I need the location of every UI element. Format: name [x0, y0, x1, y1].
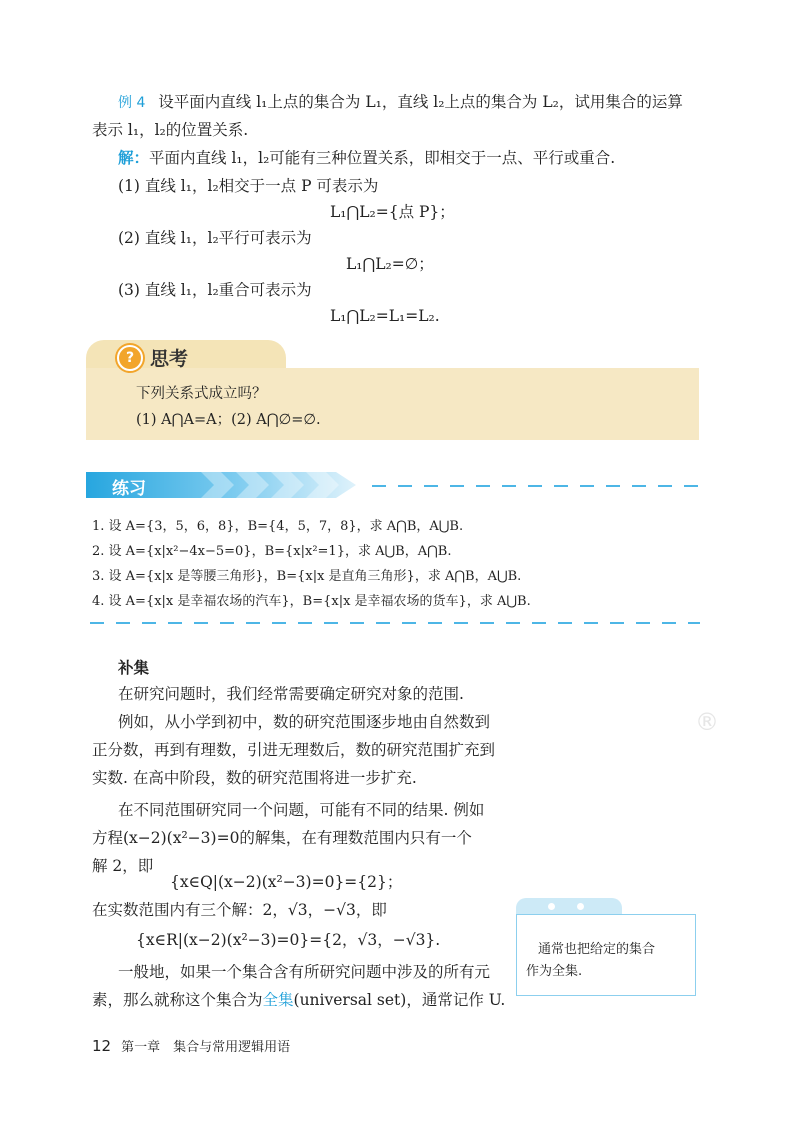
exercise-4: 4. 设 A={x|x 是幸福农场的汽车}，B={x|x 是幸福农场的货车}，求 A⋃B.: [92, 594, 531, 609]
think-line2: (1) A⋂A=A；(2) A⋂∅=∅.: [136, 412, 321, 428]
para2-line2: 正分数，再到有理数，引进无理数后，数的研究范围扩充到: [92, 741, 496, 759]
page-number: 12: [92, 1037, 112, 1055]
formula2: L₁⋂L₂=∅；: [346, 255, 434, 273]
formula1: L₁⋂L₂={点 P}；: [330, 203, 455, 221]
formula-rational: {x∈Q|(x−2)(x²−3)=0}={2}；: [170, 873, 403, 891]
solution-label: 解：: [118, 148, 150, 167]
example4-text1: 设平面内直线 l₁上点的集合为 L₁，直线 l₂上点的集合为 L₂，试用集合的运算: [158, 93, 683, 111]
note-dot-2: [577, 903, 584, 910]
example4-line1: [118, 92, 683, 113]
solution-intro-text: 平面内直线 l₁，l₂可能有三种位置关系，即相交于一点、平行或重合.: [149, 149, 616, 167]
note-line2: 作为全集.: [526, 964, 583, 979]
case2-text: (2) 直线 l₁，l₂平行可表示为: [118, 229, 312, 247]
formula3: L₁⋂L₂=L₁=L₂.: [330, 307, 440, 325]
para3-line2: 方程(x−2)(x²−3)=0的解集，在有理数范围内只有一个: [92, 829, 472, 847]
registered-mark: ®: [695, 708, 719, 736]
practice-dash-top: [372, 485, 700, 487]
practice-title: 练习: [112, 479, 146, 499]
question-icon: ?: [117, 345, 143, 371]
note-dot-1: [548, 903, 555, 910]
exercise-2: 2. 设 A={x|x²−4x−5=0}，B={x|x²=1}，求 A⋃B，A⋂B.: [92, 544, 452, 559]
solution-intro: [118, 148, 615, 168]
think-line1: 下列关系式成立吗？: [136, 386, 267, 402]
think-title: 思考: [150, 348, 189, 370]
section-heading: 补集: [118, 659, 150, 677]
para5-line1: 一般地，如果一个集合含有所研究问题中涉及的所有元: [118, 963, 491, 981]
practice-dash-bottom: [90, 622, 700, 624]
term-universal-set: 全集: [262, 991, 294, 1009]
formula-real: {x∈R|(x−2)(x²−3)=0}={2，√3，−√3}.: [136, 931, 441, 949]
case3-text: (3) 直线 l₁，l₂重合可表示为: [118, 281, 312, 299]
example-label: 例 4: [118, 95, 146, 111]
exercise-1: 1. 设 A={3，5，6，8}，B={4，5，7，8}，求 A⋂B，A⋃B.: [92, 519, 464, 534]
para5-line2: [92, 990, 505, 1010]
para5-pre: 素，那么就称这个集合为: [92, 991, 263, 1009]
page-footer: [92, 1036, 290, 1055]
para3-line1: 在不同范围研究同一个问题，可能有不同的结果. 例如: [118, 801, 485, 819]
para2-line1: 例如，从小学到初中，数的研究范围逐步地由自然数到: [118, 713, 491, 731]
chapter-title: 第一章 集合与常用逻辑用语: [121, 1040, 291, 1055]
para3-line3: 解 2，即: [92, 857, 154, 875]
para1: 在研究问题时，我们经常需要确定研究对象的范围.: [118, 685, 464, 703]
para2-line3: 实数. 在高中阶段，数的研究范围将进一步扩充.: [92, 769, 417, 787]
exercise-3: 3. 设 A={x|x 是等腰三角形}，B={x|x 是直角三角形}，求 A⋂B，A⋃B.: [92, 569, 522, 584]
case1-text: (1) 直线 l₁，l₂相交于一点 P 可表示为: [118, 177, 379, 195]
para5-post: (universal set)，通常记作 U.: [293, 991, 506, 1009]
para4: 在实数范围内有三个解：2，√3，−√3，即: [92, 901, 387, 919]
note-line1: 通常也把给定的集合: [538, 942, 656, 957]
example4-line2: 表示 l₁，l₂的位置关系.: [92, 121, 249, 139]
